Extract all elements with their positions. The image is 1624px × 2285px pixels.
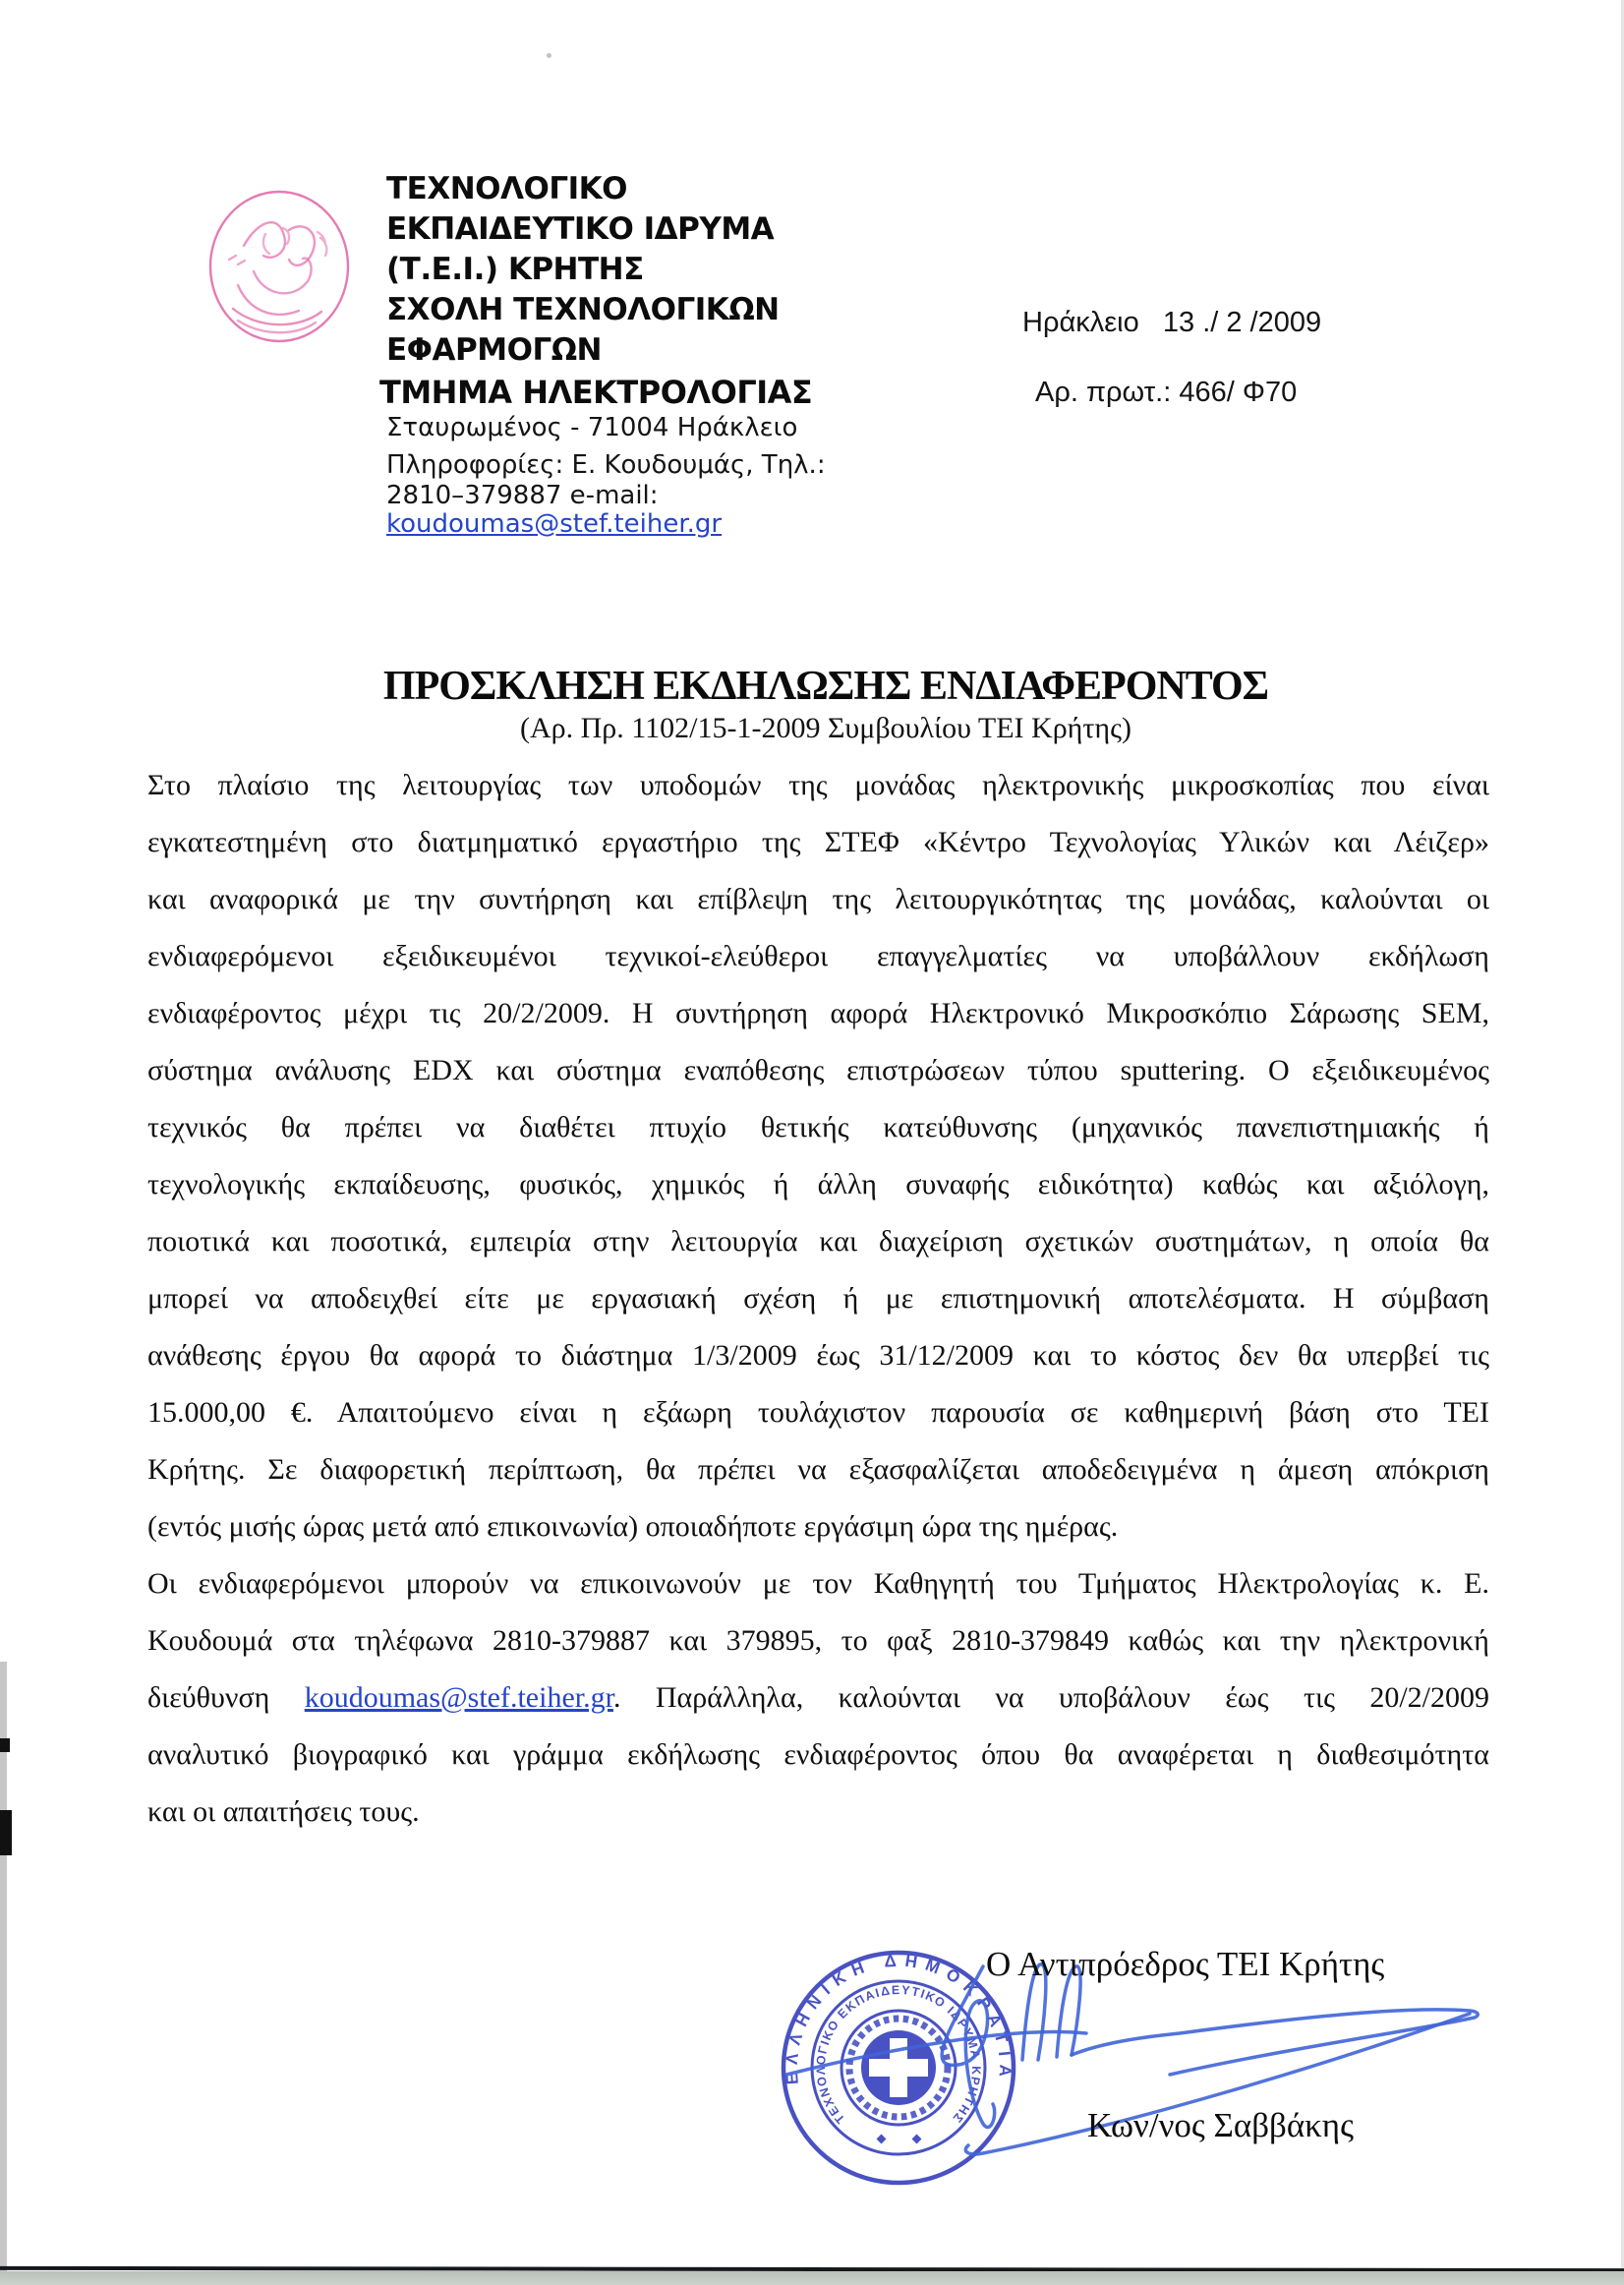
body-line: ενδιαφέροντος μέχρι τις 20/2/2009. Η συντήρηση αφορά Ηλεκτρονικό Μικροσκόπιο Σάρωσης SEM, (147, 997, 1489, 1029)
body-line-text: διεύθυνση (147, 1681, 305, 1714)
institution-name-line: ΣΧΟΛΗ ΤΕΧΝΟΛΟΓΙΚΩΝ (386, 292, 780, 327)
institution-name-line: ΕΦΑΡΜΟΓΩΝ (386, 332, 602, 368)
body-line: ποιοτικά και ποσοτικά, εμπειρία στην λειτουργία και διαχείριση σχετικών συστημάτων, η οποία θα (147, 1225, 1489, 1258)
scan-speck (547, 53, 551, 58)
department-name: ΤΜΗΜΑ ΗΛΕΚΤΡΟΛΟΓΙΑΣ (379, 374, 813, 411)
body-line: ενδιαφερόμενοι εξειδικευμένοι τεχνικοί-ελεύθεροι επαγγελματίες να υποβάλλουν εκδήλωση (147, 940, 1489, 972)
document-subtitle: (Αρ. Πρ. 1102/15-1-2009 Συμβουλίου ΤΕΙ Κρήτης) (520, 712, 1131, 744)
body-line: τεχνικός θα πρέπει να διαθέτει πτυχίο θετικής κατεύθυνσης (μηχανικός πανεπιστημιακής ή (147, 1111, 1489, 1143)
scan-bottom-band (0, 2271, 1624, 2285)
body-line: τεχνολογικής εκπαίδευσης, φυσικός, χημικός ή άλλη συναφής ειδικότητα) καθώς και αξιόλογη, (147, 1168, 1489, 1201)
institution-name (386, 169, 848, 371)
signatory-name: Κων/νος Σαββάκης (1087, 2106, 1354, 2144)
place-date-line: Ηράκλειο 13 ./ 2 /2009 (1022, 307, 1322, 338)
body-line: και αναφορικά με την συντήρηση και επίβλεψη της λειτουργικότητας της μονάδας, καλούνται οι (147, 883, 1489, 915)
tei-crete-seal-logo-icon (204, 187, 354, 346)
scan-left-edge-strip (0, 1662, 7, 2285)
stamp-outer-ring-text: ΕΛΛΗΝΙΚΗ ΔΗΜΟΚΡΑΤΙΑ (782, 1951, 1015, 2085)
body-line-text: . Παράλληλα, καλούνται να υποβάλουν έως τις 20/2/2009 (612, 1681, 1489, 1714)
body-line: Στο πλαίσιο της λειτουργίας των υποδομών της μονάδας ηλεκτρονικής μικροσκοπίας που είναι (147, 769, 1489, 801)
body-line-with-link (147, 1670, 1489, 1727)
institution-name-line: (Τ.Ε.Ι.) ΚΡΗΤΗΣ (386, 252, 644, 287)
scan-edge-mark (0, 1738, 10, 1752)
letterhead-email-link[interactable]: koudoumas@stef.teiher.gr (386, 509, 723, 539)
stamp-inner-ring-text: ΤΕΧΝΟΛΟΓΙΚΟ ΕΚΠΑΙΔΕΥΤΙΚΟ ΙΔΡΥΜΑ ΚΡΗΤΗΣ (813, 1982, 984, 2127)
body-line: σύστημα ανάλυσης EDX και σύστημα εναπόθεσης επιστρώσεων τύπου sputtering. Ο εξειδικευμένος (147, 1054, 1489, 1086)
signature-role-title: Ο Αντιπρόεδρος ΤΕΙ Κρήτης (986, 1945, 1385, 1983)
body-line: και οι απαιτήσεις τους. (147, 1795, 420, 1828)
body-line: αναλυτικό βιογραφικό και γράμμα εκδήλωσης ενδιαφέροντος όπου θα αναφέρεται η διαθεσιμότητα (147, 1738, 1489, 1771)
body-line: Κουδουμά στα τηλέφωνα 2810-379887 και 379895, το φαξ 2810-379849 καθώς και την ηλεκτρονική (147, 1624, 1489, 1657)
protocol-number-line: Αρ. πρωτ.: 466/ Φ70 (1035, 377, 1298, 408)
contact-phone-line: 2810–379887 e-mail: (386, 481, 659, 510)
address-line: Σταυρωμένος - 71004 Ηράκλειο (386, 413, 798, 442)
institution-name-line: ΤΕΧΝΟΛΟΓΙΚΟ (386, 171, 628, 206)
document-title: ΠΡΟΣΚΛΗΣΗ ΕΚΔΗΛΩΣΗΣ ΕΝΔΙΑΦΕΡΟΝΤΟΣ (382, 664, 1269, 709)
institution-name-line: ΕΚΠΑΙΔΕΥΤΙΚΟ ΙΔΡΥΜΑ (386, 211, 775, 247)
body-line: Οι ενδιαφερόμενοι μπορούν να επικοινωνούν με τον Καθηγητή του Τμήματος Ηλεκτρολογίας κ. Ε. (147, 1567, 1489, 1600)
body-email-link[interactable]: koudoumas@stef.teiher.gr (304, 1681, 613, 1714)
body-line: ανάθεσης έργου θα αφορά το διάστημα 1/3/2009 έως 31/12/2009 και το κόστος δεν θα υπερβεί τις (147, 1339, 1489, 1372)
body-line: 15.000,00 €. Απαιτούμενο είναι η εξάωρη τουλάχιστον παρουσία σε καθημερινή βάση στο ΤΕΙ (147, 1396, 1489, 1429)
body-line: εγκατεστημένη στο διατμηματικό εργαστήριο της ΣΤΕΦ «Κέντρο Τεχνολογίας Υλικών και Λέιζερ» (147, 826, 1489, 858)
letter-body (147, 757, 1489, 1841)
body-line: μπορεί να αποδειχθεί είτε με εργασιακή σχέση ή με επιστημονική αποτελέσματα. Η σύμβαση (147, 1282, 1489, 1315)
body-line: Κρήτης. Σε διαφορετική περίπτωση, θα πρέπει να εξασφαλίζεται αποδεδειγμένα η άμεση απόκριση (147, 1453, 1489, 1486)
contact-info-line: Πληροφορίες: Ε. Κουδουμάς, Τηλ.: (386, 450, 826, 480)
body-line: (εντός μισής ώρας μετά από επικοινωνία) οποιαδήποτε εργάσιμη ώρα της ημέρας. (147, 1510, 1119, 1543)
scan-edge-mark (0, 1810, 12, 1855)
paragraph-2 (147, 1555, 1489, 1670)
paragraph-1 (147, 757, 1489, 1498)
